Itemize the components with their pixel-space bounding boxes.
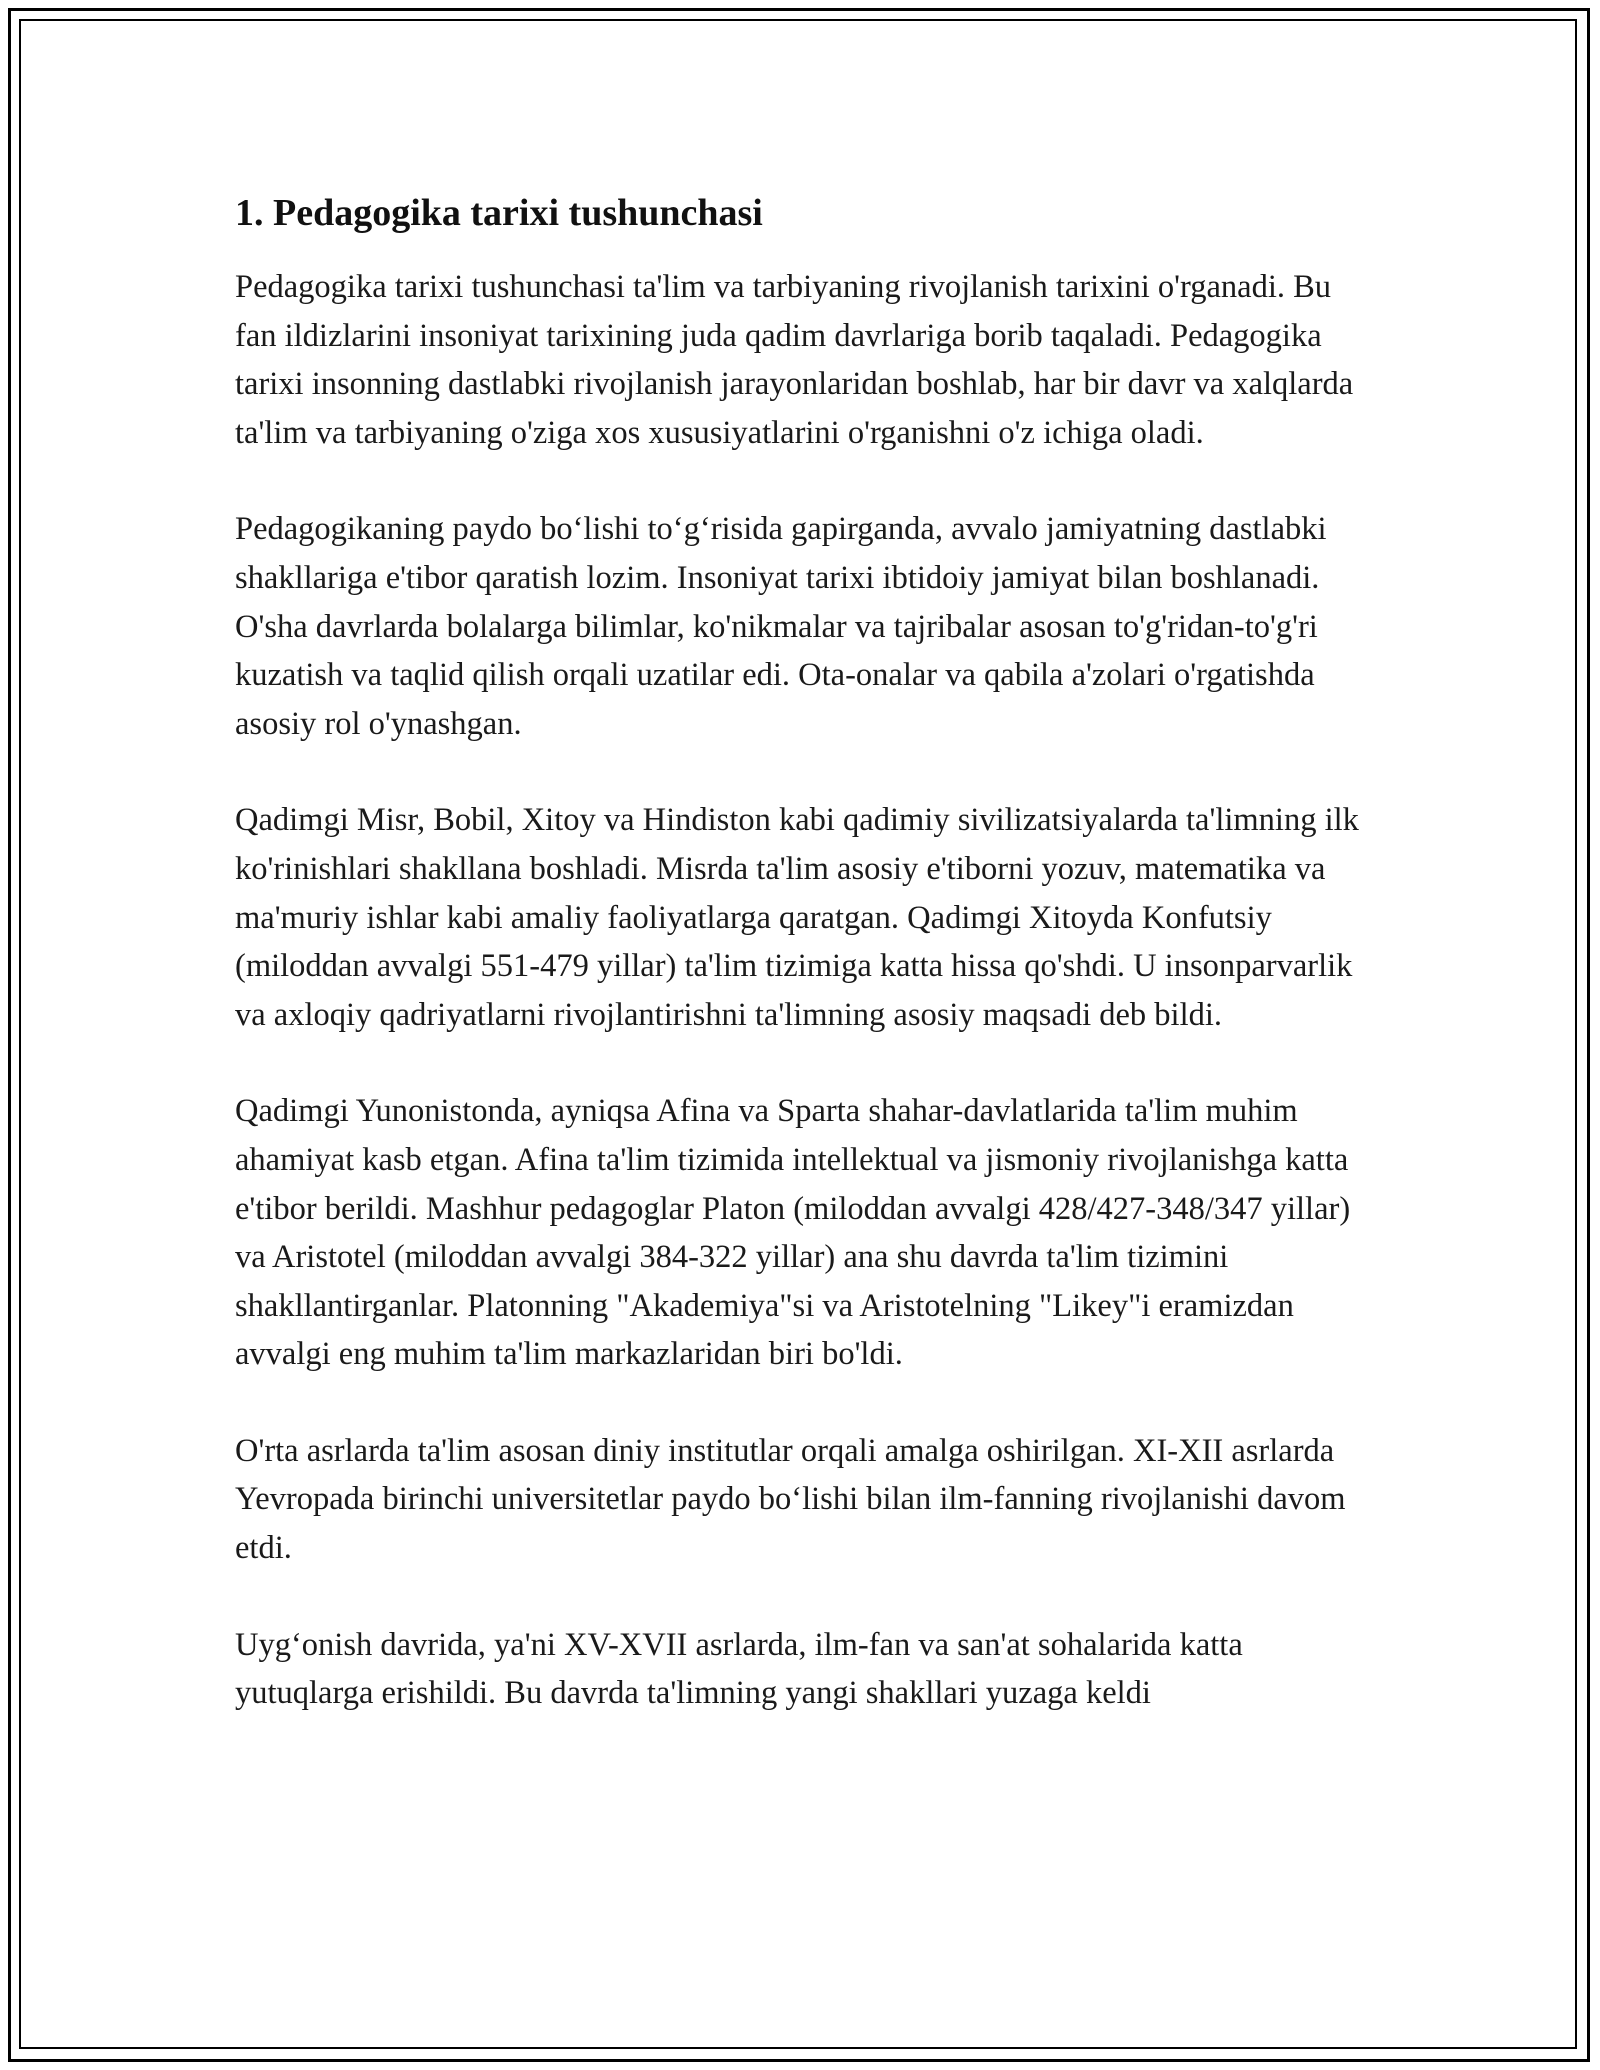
paragraph-1: Pedagogika tarixi tushunchasi ta'lim va tarbiyaning rivojlanish tarixini o'rganadi. Bu fan ildizlarini insoniyat tarixining juda qadim davrlariga borib taqaladi. Pedagogika tarixi insonning dastlabki rivojlanish jarayonlaridan boshlab, har bir davr va xalqlarda ta'lim va tarbiyaning o'ziga xos xususiyatlarini o'rganishni o'z ichiga oladi.	[235, 269, 1354, 451]
paragraph-4: Qadimgi Yunonistonda, ayniqsa Afina va Sparta shahar-davlatlarida ta'lim muhim ahamiyat kasb etgan. Afina ta'lim tizimida intellektual va jismoniy rivojlanishga katta e'tibor berildi. Mashhur pedagoglar Platon (miloddan avvalgi 428/427-348/347 yillar) va Aristotel (miloddan avvalgi 384-322 yillar) ana shu davrda ta'lim tizimini shakllantirganlar. Platonning "Akademiya"si va Aristotelning "Likey"i eramizdan avvalgi eng muhim ta'lim markazlaridan biri bo'ldi.	[235, 1093, 1351, 1373]
paragraph-2: Pedagogikaning paydo bo‘lishi to‘g‘risida gapirganda, avvalo jamiyatning dastlabki shakllariga e'tibor qaratish lozim. Insoniyat tarixi ibtidoiy jamiyat bilan boshlanadi. O'sha davrlarda bolalarga bilimlar, ko'nikmalar va tajribalar asosan to'g'ridan-to'g'ri kuzatish va taqlid qilish orqali uzatilar edi. Ota-onalar va qabila a'zolari o'rgatishda asosiy rol o'ynashgan.	[235, 511, 1327, 742]
paragraph-3: Qadimgi Misr, Bobil, Xitoy va Hindiston kabi qadimiy sivilizatsiyalarda ta'limning ilk ko'rinishlari shakllana boshladi. Misrda ta'lim asosiy e'tiborni yozuv, matematika va ma'muriy ishlar kabi amaliy faoliyatlarga qaratgan. Qadimgi Xitoyda Konfutsiy (miloddan avvalgi 551-479 yillar) ta'lim tizimiga katta hissa qo'shdi. U insonparvarlik va axloqiy qadriyatlarni rivojlantirishni ta'limning asosiy maqsadi deb bildi.	[235, 802, 1359, 1033]
paragraph-6: Uyg‘onish davrida, ya'ni XV-XVII asrlarda, ilm-fan va san'at sohalarida katta yutuqlarga erishildi. Bu davrda ta'limning yangi shakllari yuzaga keldi	[235, 1626, 1243, 1712]
paragraph-5: O'rta asrlarda ta'lim asosan diniy institutlar orqali amalga oshirilgan. XI-XII asrlarda Yevropada birinchi universitetlar paydo bo‘lishi bilan ilm-fanning rivojlanishi davom etdi.	[235, 1432, 1346, 1567]
document-body	[235, 185, 1375, 1766]
section-heading: 1. Pedagogika tarixi tushunchasi	[235, 192, 763, 234]
